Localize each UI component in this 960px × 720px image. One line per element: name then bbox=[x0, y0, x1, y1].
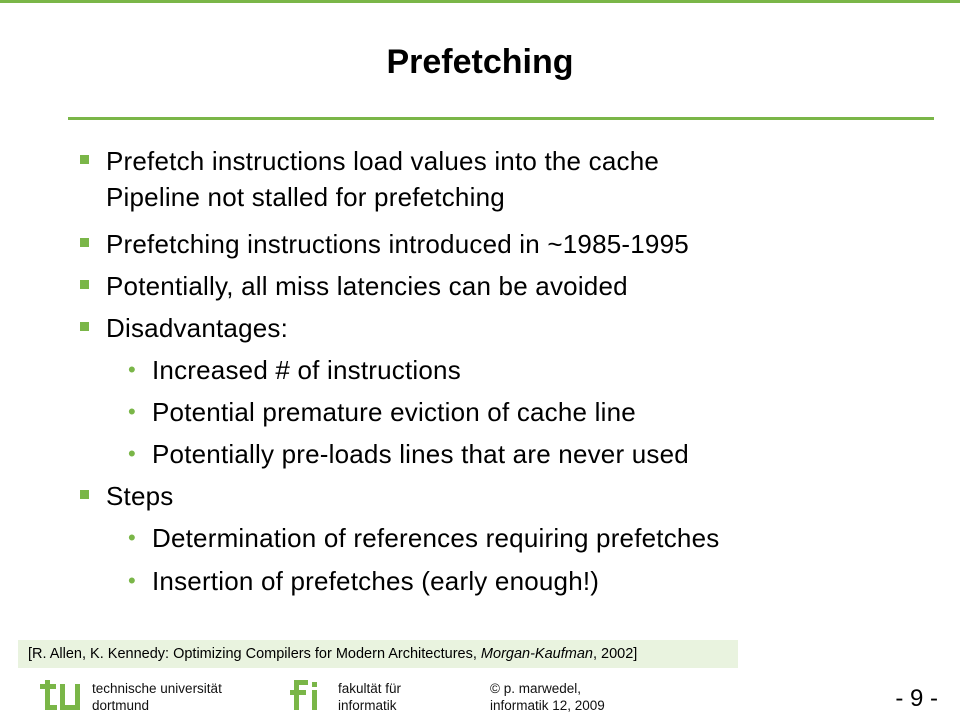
university-line-2: dortmund bbox=[92, 698, 150, 713]
square-bullet-icon bbox=[80, 280, 89, 289]
square-bullet-icon bbox=[80, 322, 89, 331]
faculty-line-1: fakultät für bbox=[338, 681, 402, 696]
reference-suffix: , 2002] bbox=[592, 646, 638, 662]
square-bullet-icon bbox=[80, 155, 89, 164]
dot-bullet-icon: • bbox=[128, 525, 136, 550]
sub-bullet-item: Potentially pre-loads lines that are never used bbox=[152, 439, 689, 469]
reference-publisher: Morgan-Kaufman bbox=[480, 646, 593, 662]
dot-bullet-icon: • bbox=[128, 357, 136, 382]
university-line-1: technische universität bbox=[92, 681, 222, 696]
sub-bullet-item: Determination of references requiring prefetches bbox=[152, 523, 720, 553]
bullet-item: Prefetching instructions introduced in ~1985-1995 bbox=[106, 229, 689, 259]
sub-bullet-item: Potential premature eviction of cache line bbox=[152, 397, 636, 427]
bullet-item: Disadvantages: bbox=[106, 313, 289, 343]
sub-bullet-item: Increased # of instructions bbox=[152, 355, 461, 385]
dot-bullet-icon: • bbox=[128, 441, 136, 466]
bullet-item: Potentially, all miss latencies can be avoided bbox=[106, 271, 628, 301]
bullet-item-continuation: Pipeline not stalled for prefetching bbox=[106, 182, 505, 212]
faculty-line-2: informatik bbox=[338, 698, 397, 713]
bullet-item: Steps bbox=[106, 481, 174, 511]
square-bullet-icon bbox=[80, 238, 89, 247]
author-line-1: © p. marwedel, bbox=[490, 681, 581, 696]
bullet-item: Prefetch instructions load values into the cache bbox=[106, 146, 660, 176]
author-line-2: informatik 12, 2009 bbox=[490, 698, 605, 713]
slide-title: Prefetching bbox=[386, 43, 574, 81]
tu-logo-icon bbox=[40, 678, 86, 718]
reference-citation bbox=[18, 640, 738, 668]
page-number: - 9 - bbox=[895, 685, 938, 712]
dot-bullet-icon: • bbox=[128, 399, 136, 424]
top-accent-line bbox=[0, 0, 960, 3]
sub-bullet-item: Insertion of prefetches (early enough!) bbox=[152, 566, 600, 596]
title-divider bbox=[68, 117, 934, 120]
reference-prefix: [R. Allen, K. Kennedy: Optimizing Compilers for Modern Architectures, bbox=[28, 646, 481, 662]
footer bbox=[0, 674, 960, 720]
dot-bullet-icon: • bbox=[128, 568, 136, 593]
fi-logo-icon bbox=[290, 678, 330, 718]
square-bullet-icon bbox=[80, 490, 89, 499]
